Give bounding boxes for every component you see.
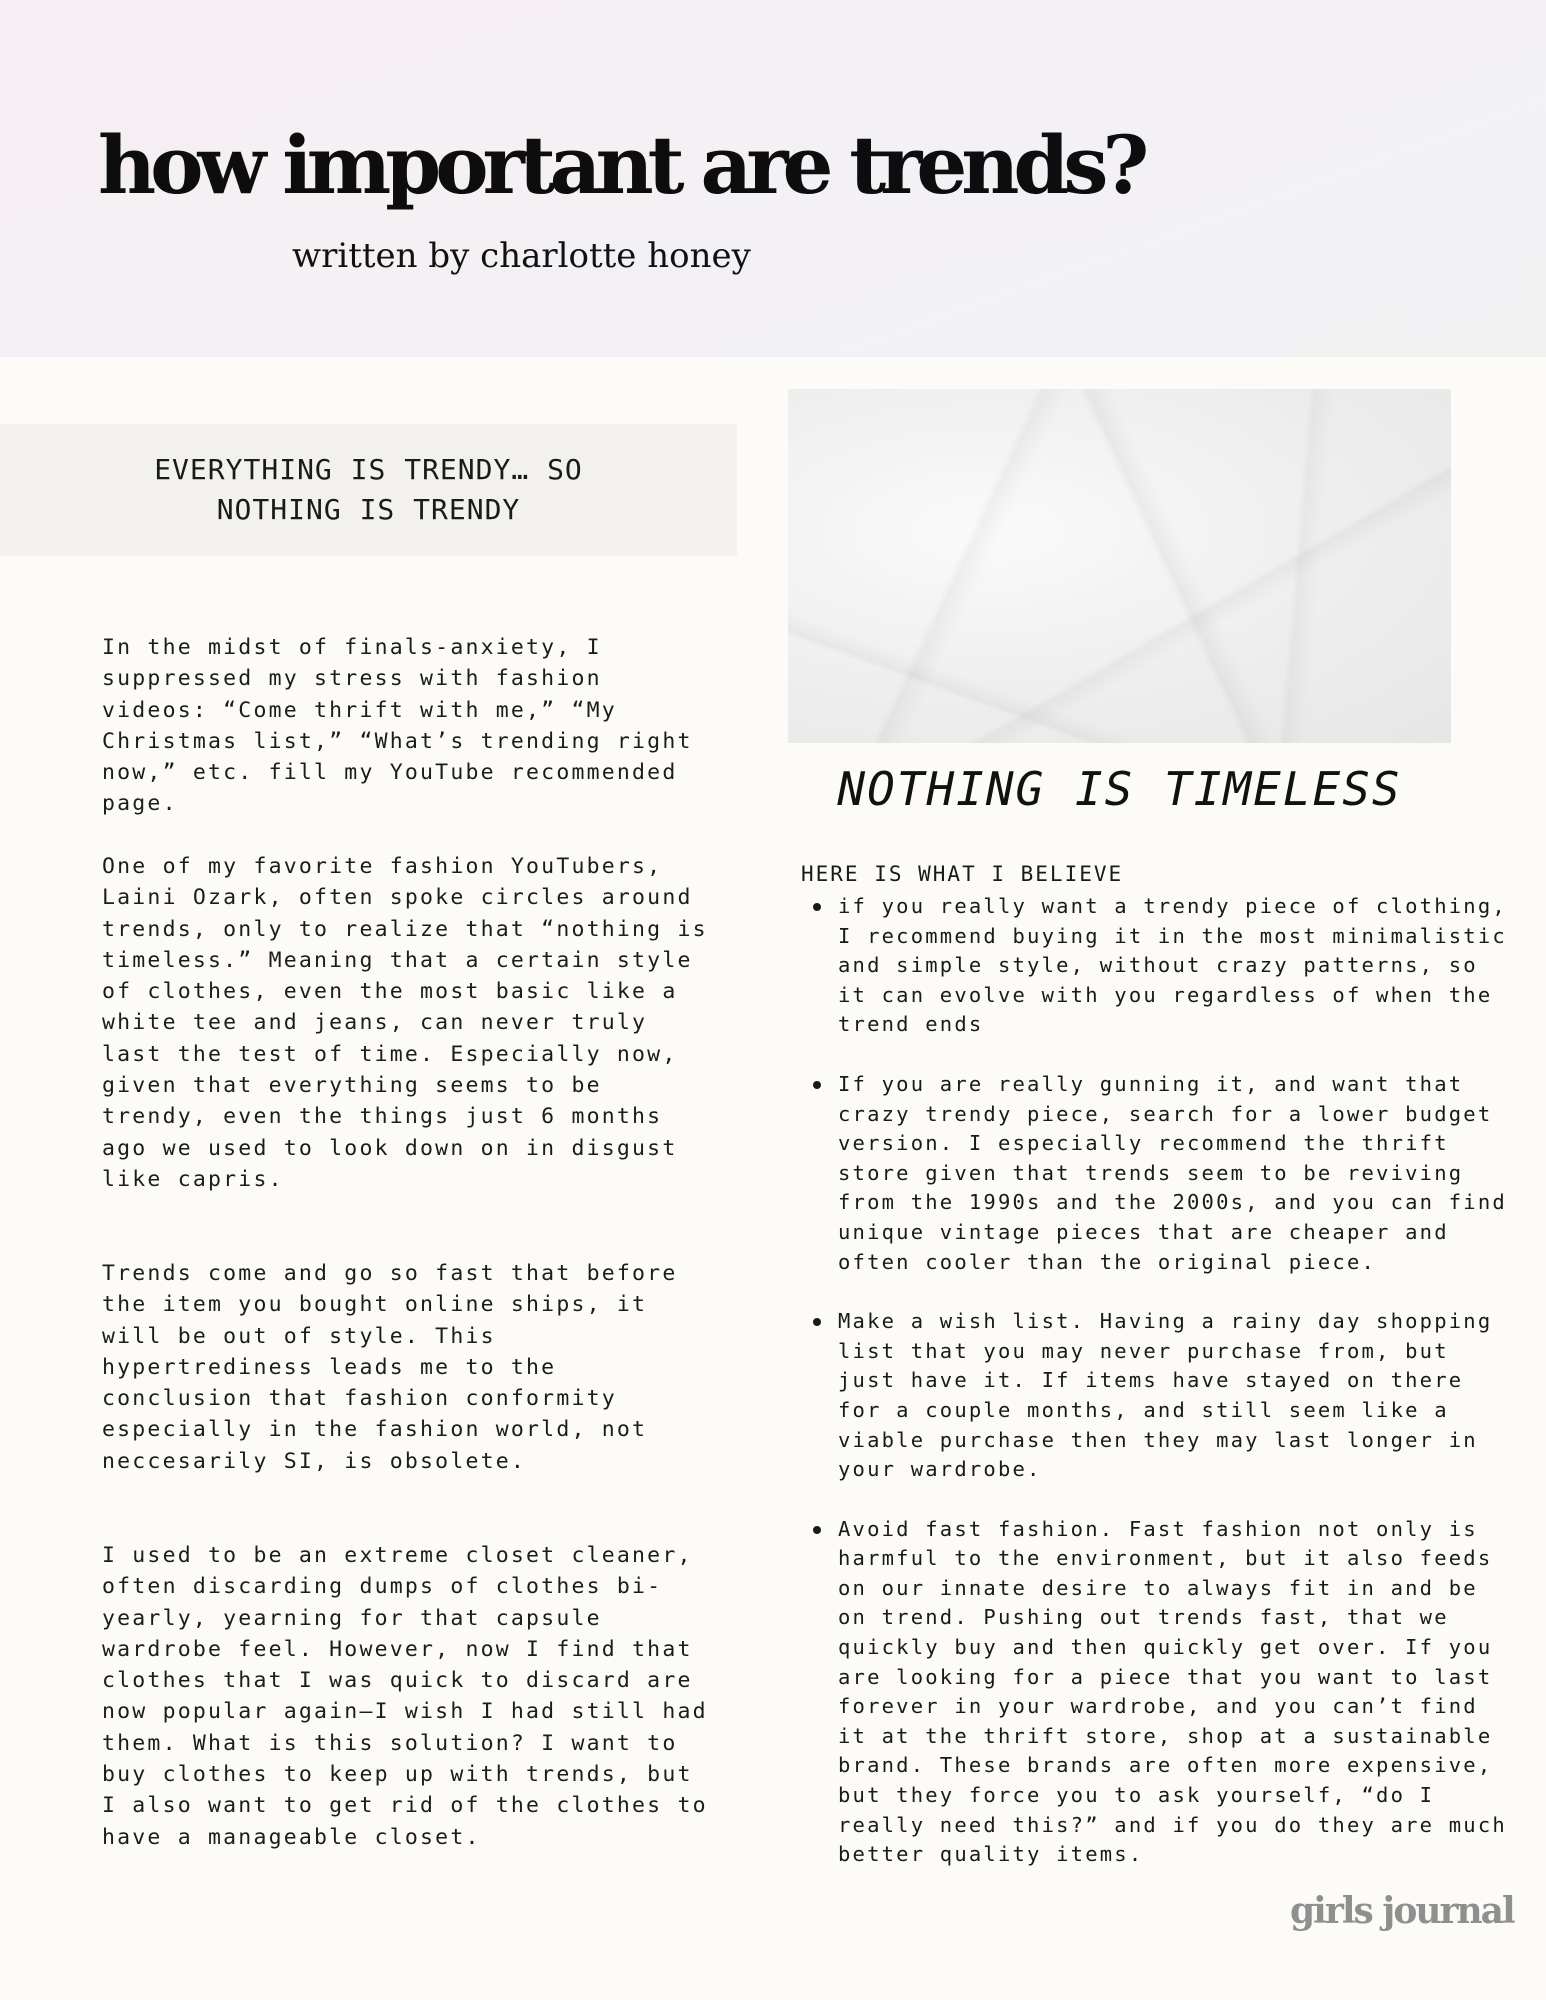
bullet-icon — [813, 1081, 821, 1089]
header-banner — [0, 0, 1546, 357]
body-paragraph-4: I used to be an extreme closet cleaner, often discarding dumps of clothes bi-yearly, yearning for that capsule wardrobe feel. However, now I find that clothes that I was quick to discard are now popular again—I wish I had still had them. What is this solution? I want to buy clothes to keep up with trends, but I also want to get rid of the clothes to have a manageable closet. — [102, 1543, 708, 1850]
publication-logo: girls journal — [1290, 1890, 1514, 1932]
list-item-text: Avoid fast fashion. Fast fashion not only is harmful to the environment, but it also feeds on our innate desire to always fit in and be on trend. Pushing out trends fast, that we quickly buy and then quickly get over. If you are looking for a piece that you want to last forever in your wardrobe, and you can’t find it at the thrift store, shop at a sustainable brand. These brands are often more expensive, but they force you to ask yourself, “do I really need this?” and if you do they are much better quality items. — [838, 1516, 1507, 1867]
beliefs-label: HERE IS WHAT I BELIEVE — [801, 862, 1124, 886]
body-paragraph-3: Trends come and go so fast that before the item you bought online ships, it will be out of style. This hypertrediness leads me to the conclusion that fashion conformity especially in the fashion world, not neccesarily SI, is obsolete. — [102, 1261, 678, 1474]
section-subheading: NOTHING IS TIMELESS — [837, 762, 1402, 816]
bullet-icon — [813, 903, 821, 911]
list-item-text: if you really want a trendy piece of clothing, I recommend buying it in the most minimalistic and simple style, without crazy patterns, so it can evolve with you regardless of when the trend ends — [838, 894, 1507, 1037]
body-paragraph-1: In the midst of finals-anxiety, I suppressed my stress with fashion videos: “Come thrift with me,” “My Christmas list,” “What’s trending right now,” etc. fill my YouTube recommended page. — [102, 635, 693, 817]
body-paragraph-2: One of my favorite fashion YouTubers, Laini Ozark, often spoke circles around trends, only to realize that “nothing is timeless.” Meaning that a certain style of clothes, even the most basic like a white tee and jeans, can never truly last the test of time. Especially now, given that everything seems to be trendy, even the things just 6 months ago we used to look down on in disgust like capris. — [102, 854, 708, 1192]
list-item — [801, 1515, 1511, 1870]
bullet-icon — [813, 1526, 821, 1534]
article-title: how important are trends? — [98, 118, 1144, 212]
list-item-text: If you are really gunning it, and want that crazy trendy piece, search for a lower budget version. I especially recommend the thrift store given that trends seem to be reviving from the 1990s and the 2000s, and you can find unique vintage pieces that are cheaper and often cooler than the original piece. — [838, 1071, 1507, 1274]
article-byline: written by charlotte honey — [292, 236, 751, 276]
section-headline-box — [0, 424, 737, 556]
beliefs-list — [801, 892, 1511, 1900]
list-item-text: Make a wish list. Having a rainy day shopping list that you may never purchase from, but just have it. If items have stayed on there for a couple months, and still seem like a viable purchase then they may last longer in your wardrobe. — [838, 1309, 1493, 1482]
section-headline-line-2: NOTHING IS TRENDY — [216, 493, 521, 526]
list-item — [801, 892, 1511, 1040]
list-item — [801, 1070, 1511, 1277]
list-item — [801, 1307, 1511, 1485]
bullet-icon — [813, 1318, 821, 1326]
crumpled-paper-image — [788, 389, 1451, 743]
section-headline-line-1: EVERYTHING IS TRENDY… SO — [154, 453, 583, 486]
